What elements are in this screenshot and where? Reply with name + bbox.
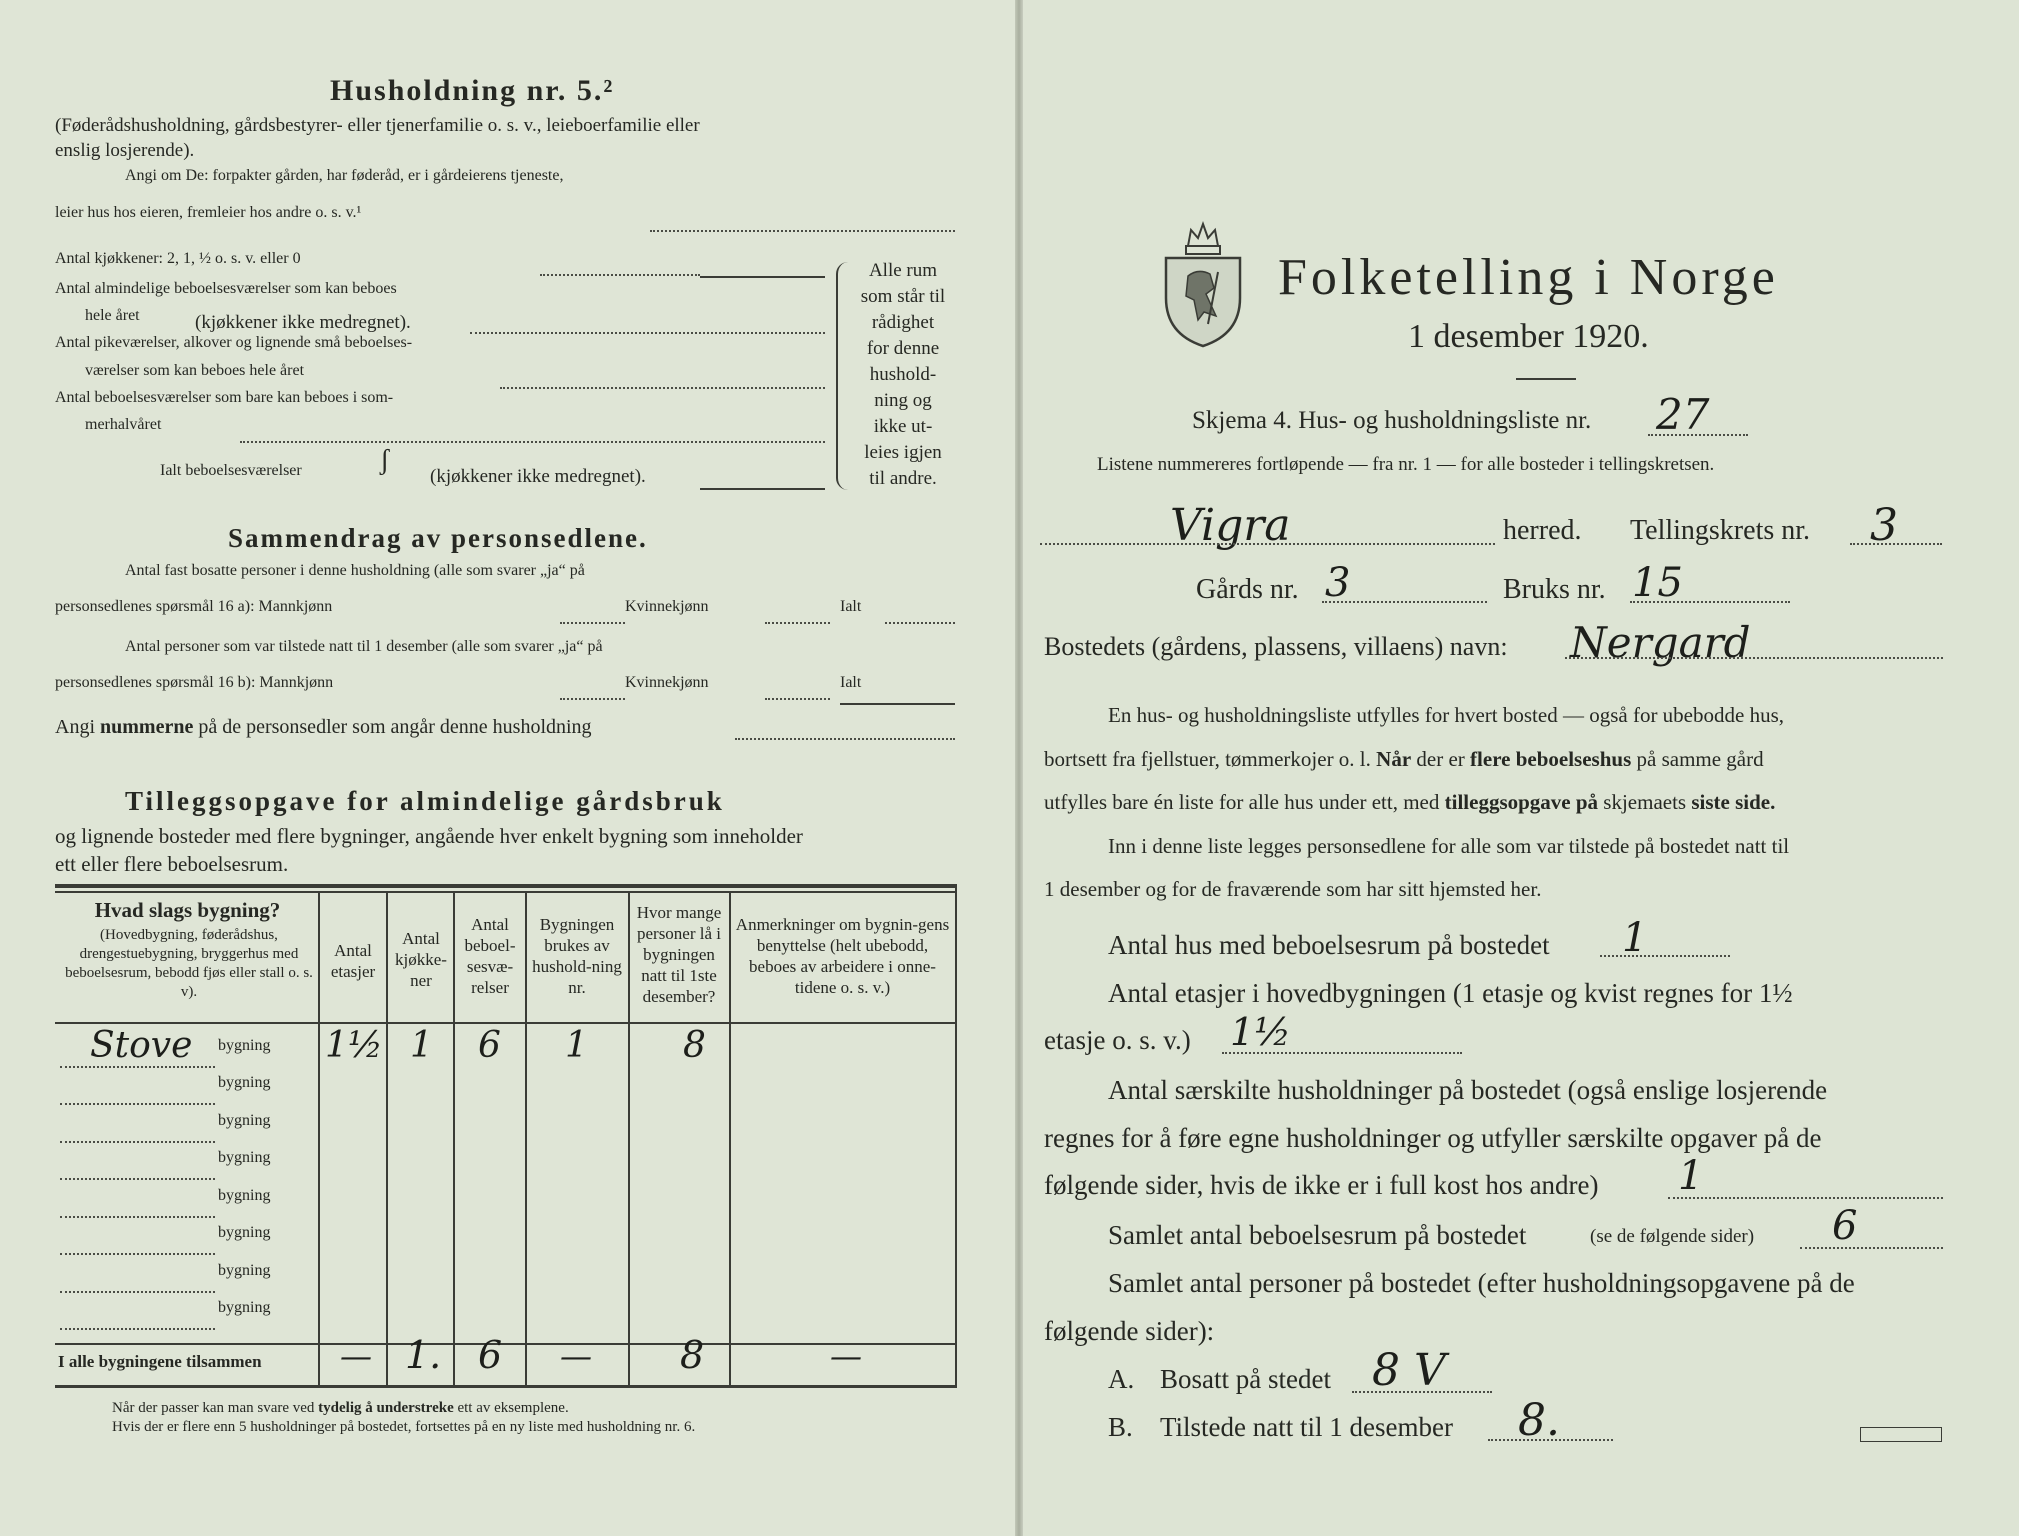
rooms-maid-1: Antal pikeværelser, alkover og lignende små beboelses- [55,334,413,351]
answer-a-label: A. [1108,1364,1135,1394]
col-header-type: Hvad slags bygning? [94,898,281,922]
summary-female-a: Kvinnekjønn [625,598,709,615]
q-houses: Antal hus med beboelsesrum på bostedet [1108,930,1550,960]
col-header-use: Bygningen brukes av hushold-ning nr. [532,915,622,997]
total-rooms-hw: 6 [478,1333,503,1377]
bosted-label: Bostedets (gårdens, plassens, villaens) navn: [1044,632,1508,661]
col-line-2 [386,891,388,1385]
gards-label: Gårds nr. [1196,574,1299,605]
bruks-hw: 15 [1632,560,1683,606]
col-line-5 [628,891,630,1385]
bruks-label: Bruks nr. [1503,574,1606,605]
schema-number-hw: 27 [1656,390,1710,439]
info-line-5: 1 desember og for de fraværende som har sitt hjemsted her. [1044,877,1542,901]
summary-total-a: Ialt [840,598,862,615]
angi-line-1: Angi om De: forpakter gården, har føderåd, er i gårdeierens tjeneste, [125,167,564,184]
rooms-maid-2: værelser som kan beboes hele året [85,362,305,379]
q-rooms-line [1800,1247,1943,1249]
row3-line [60,1141,215,1143]
col-header-kitchens: Antal kjøkke-ner [395,929,447,990]
table-top-rule-2 [55,891,957,893]
bruks-line [1630,601,1790,603]
col-header-floors: Antal etasjer [330,941,376,981]
female-b-line [765,698,830,700]
row7-label: bygning [218,1262,271,1279]
summary-line-4: personsedlenes spørsmål 16 b): Mannkjønn [55,674,334,691]
rooms-total-note: (kjøkkener ikke medregnet). [430,466,646,487]
q-households-hw: 1 [1678,1153,1704,1199]
row8-label: bygning [218,1299,271,1316]
q-households-3: følgende sider, hvis de ikke er i full kost hos andre) [1044,1170,1599,1200]
herred-line [1040,543,1495,545]
summer-answer-line [240,441,825,443]
total-kitchens-hw: 1. [405,1333,442,1377]
row7-line [60,1291,215,1293]
supplement-intro-1: og lignende bosteder med flere bygninger, angående hver enkelt bygning som inneholder [55,824,803,848]
q-floors-line [1222,1052,1462,1054]
col-line-right [955,884,957,1385]
brace-note: Alle rum som står til rådighet for denne hushold- ning og ikke ut- leies igjen til andre. [860,260,946,489]
krets-hw: 3 [1870,500,1898,551]
row3-label: bygning [218,1112,271,1129]
q-rooms: Samlet antal beboelsesrum på bostedet [1108,1220,1527,1250]
maid-answer-line [500,387,825,389]
row4-line [60,1178,215,1180]
col-header-type-sub: (Hovedbygning, føderådshus, drengestuebygning, bryggerhus med beboelsesrum, bebodd fjøs eller stall o. s. v). [65,927,313,1000]
q-rooms-note: (se de følgende sider) [1590,1226,1755,1247]
q-floors-hw: 1½ [1230,1010,1292,1054]
schema-label: Skjema 4. Hus- og husholdningsliste nr. [1192,407,1592,434]
census-title: Folketelling i Norge [1278,249,1779,306]
row5-line [60,1216,215,1218]
intro-note: (Føderådshusholdning, gårdsbestyrer- eller tjenerfamilie o. s. v., leieboerfamilie eller [55,115,700,136]
answer-a-text: Bosatt på stedet [1160,1364,1331,1394]
table-header-rule [55,1022,957,1024]
row6-label: bygning [218,1224,271,1241]
row1-type-hw: Stove [90,1025,193,1066]
table-bottom-rule [55,1385,957,1388]
row8-line [60,1328,215,1330]
row6-line [60,1253,215,1255]
female-a-line [765,622,830,624]
q-floors-1: Antal etasjer i hovedbygningen (1 etasje og kvist regnes for 1½ [1108,978,1793,1008]
title-rule [1516,378,1576,380]
rooms-kitchens: Antal kjøkkener: 2, 1, ½ o. s. v. eller 0 [55,250,301,267]
col-header-persons: Hvor mange personer lå i bygningen natt til 1ste desember? [636,903,722,1006]
summary-line-3: Antal personer som var tilstede natt til 1 desember (alle som svarer „ja“ på [125,638,603,655]
row4-label: bygning [218,1149,271,1166]
row1-kitchens-hw: 1 [410,1025,433,1066]
male-a-line [560,622,625,624]
q-persons-2: følgende sider): [1044,1316,1215,1346]
summary-line-2: personsedlenes spørsmål 16 a): Mannkjønn [55,598,333,615]
q-rooms-hw: 6 [1832,1203,1858,1249]
rooms-ordinary-1: Antal almindelige beboelsesværelser som kan beboes [55,280,397,297]
row1-persons-hw: 8 [683,1025,706,1066]
krets-line [1850,543,1942,545]
ordinary-answer-line [470,332,825,334]
gards-hw: 3 [1325,560,1351,606]
table-total-rule [55,1343,957,1345]
col-line-1 [318,891,320,1385]
answer-b-hw: 8. [1518,1395,1560,1446]
numbering-note: Listene nummereres fortløpende — fra nr. 1 — for alle bosteder i tellingskretsen. [1097,454,1715,475]
total-hw-mark: ʃ [380,445,390,476]
col-line-4 [525,891,527,1385]
angi-answer-line [650,230,955,232]
table-top-rule [55,884,957,888]
row2-label: bygning [218,1074,271,1091]
row1-line [60,1066,215,1068]
total-row-label: I alle bygningene tilsammen [58,1352,262,1371]
summary-total-b: Ialt [840,674,862,691]
row1-floors-hw: 1½ [325,1025,383,1066]
rooms-summer-2: merhalvåret [85,416,162,433]
supplement-intro-2: ett eller flere beboelsesrum. [55,852,289,876]
bosted-line [1565,657,1943,659]
row1-use-hw: 1 [565,1025,588,1066]
rooms-ordinary-2: hele året [85,307,140,324]
bosted-hw: Nergard [1570,618,1751,667]
row1-rooms-hw: 6 [478,1025,501,1066]
answer-b-line [1488,1439,1613,1441]
schema-number-line [1648,434,1748,436]
row1-label: bygning [218,1037,271,1054]
answer-a-line [1352,1391,1492,1393]
q-households-1: Antal særskilte husholdninger på bostedet (også enslige losjerende [1108,1075,1828,1105]
col-header-rooms: Antal beboel-sesvæ-relser [464,915,516,997]
total-persons-hw: 8 [680,1333,705,1377]
q-households-2: regnes for å føre egne husholdninger og utfyller særskilte opgaver på de [1044,1123,1822,1153]
footnote-2: Hvis der er flere enn 5 husholdninger på bostedet, fortsettes på en ny liste med husholdning nr. 6. [112,1419,696,1435]
total-remarks-hw: — [830,1337,862,1375]
q-floors-2: etasje o. s. v.) [1044,1025,1191,1055]
info-line-1: En hus- og husholdningsliste utfylles for hvert bosted — også for ubebodde hus, [1108,703,1784,727]
q-persons-1: Samlet antal personer på bostedet (efter husholdningsopgavene på de [1108,1268,1855,1298]
total-a-line [885,622,955,624]
row2-line [60,1103,215,1105]
male-b-line [560,698,625,700]
q-houses-hw: 1 [1622,915,1648,961]
supplement-heading: Tilleggsopgave for almindelige gårdsbruk [125,786,725,816]
rooms-total: Ialt beboelsesværelser [160,462,302,479]
total-b-line [840,703,955,705]
printer-stamp [1860,1427,1942,1442]
info-line-2: bortsett fra fjellstuer, tømmerkojer o. l. Når der er flere beboelseshus på samme gård [1044,747,1764,771]
answer-b-label: B. [1108,1412,1133,1442]
info-line-3: utfylles bare én liste for alle hus under ett, med tilleggsopgave på skjemaets siste side. [1044,790,1776,814]
intro-note-2: enslig losjerende). [55,140,195,161]
rooms-summer-1: Antal beboelsesværelser som bare kan beboes i som- [55,389,394,406]
footnote-1: Når der passer kan man svare ved tydelig å understreke ett av eksemplene. [112,1400,569,1416]
angi-line-2: leier hus hos eieren, fremleier hos andre o. s. v.¹ [55,204,362,221]
answer-b-text: Tilstede natt til 1 desember [1160,1412,1453,1442]
summary-line-1: Antal fast bosatte personer i denne husholdning (alle som svarer „ja“ på [125,562,585,579]
kitchens-dots [540,274,700,276]
rooms-ordinary-note: (kjøkkener ikke medregnet). [195,312,411,333]
total-answer-line [700,488,825,490]
answer-a-hw: 8 V [1372,1345,1446,1396]
info-line-4: Inn i denne liste legges personsedlene for alle som var tilstede på bostedet natt til [1108,834,1790,858]
herred-hw: Vigra [1170,500,1291,551]
coat-of-arms-icon [1158,216,1248,351]
summary-female-b: Kvinnekjønn [625,674,709,691]
krets-label: Tellingskrets nr. [1630,515,1811,546]
q-households-line [1668,1197,1943,1199]
row5-label: bygning [218,1187,271,1204]
census-date: 1 desember 1920. [1408,318,1649,355]
gards-line [1322,601,1487,603]
col-line-3 [453,891,455,1385]
herred-label: herred. [1503,515,1582,546]
page-fold [1015,0,1023,1536]
total-floors-hw: — [340,1337,372,1375]
total-use-hw: — [560,1337,592,1375]
col-line-6 [729,891,731,1385]
col-header-remarks: Anmerkninger om bygnin-gens benyttelse (helt ubebodd, beboes av arbeidere i onne-tidene o. s. v.) [735,915,950,997]
nummere-line [735,738,955,740]
summary-heading: Sammendrag av personsedlene. [228,523,648,553]
household-title: Husholdning nr. 5.² [330,74,615,107]
summary-nummere: Angi nummerne på de personsedler som angår denne husholdning [55,716,592,738]
kitchens-answer-line [700,276,825,278]
q-houses-line [1600,955,1730,957]
